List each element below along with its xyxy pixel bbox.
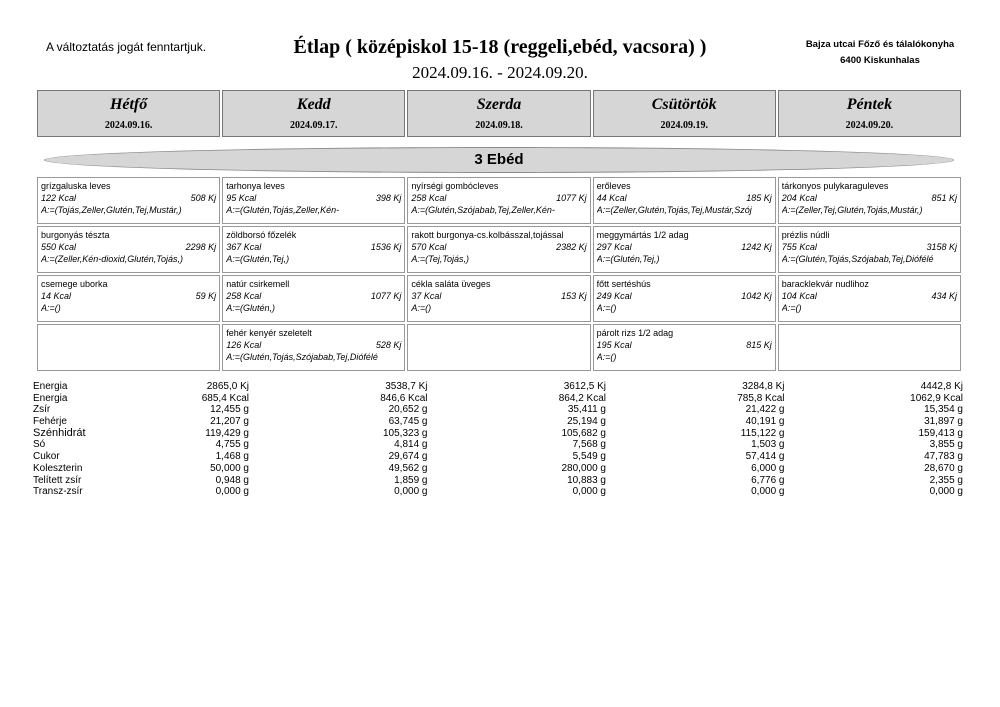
page-title: Étlap ( középiskol 15-18 (reggeli,ebéd, vacsora) ) xyxy=(293,36,707,58)
dish-kcal: 195 Kcal xyxy=(596,340,632,350)
nutrition-value: 3612,5 Kj xyxy=(563,381,606,392)
nutrition-value: 0,000 g xyxy=(751,486,785,498)
nutrition-value: 105,323 g xyxy=(383,427,428,439)
dish-allergens: A:=(Tej,Tojás,) xyxy=(411,254,470,264)
day-name: Kedd xyxy=(296,96,331,113)
nutrition-value: 785,8 Kcal xyxy=(737,392,785,404)
dish-kcal: 550 Kcal xyxy=(41,242,77,252)
nutrition-value: 40,191 g xyxy=(745,416,785,428)
menu-item-cell xyxy=(222,275,405,322)
dish-kcal: 95 Kcal xyxy=(226,193,257,203)
menu-item-cell xyxy=(593,275,776,322)
dish-kcal: 249 Kcal xyxy=(596,291,632,301)
dish-kcal: 122 Kcal xyxy=(41,193,77,203)
nutrition-row xyxy=(33,486,963,498)
menu-item-cell xyxy=(593,324,776,371)
day-date: 2024.09.18. xyxy=(475,120,523,131)
nutrition-value: 3,855 g xyxy=(929,439,963,451)
menu-item-cell xyxy=(222,324,405,371)
dish-kcal: 755 Kcal xyxy=(781,242,817,252)
dish-kj: 434 Kj xyxy=(931,291,957,301)
dish-kcal: 126 Kcal xyxy=(226,340,262,350)
nutrition-value: 49,562 g xyxy=(388,462,428,474)
nutrition-label: Cukor xyxy=(33,451,60,463)
day-header-row xyxy=(37,90,961,137)
dish-name: baracklekvár nudlihoz xyxy=(781,279,869,289)
dish-kj: 398 Kj xyxy=(375,193,402,203)
meal-title-bar: 3 Ebéd xyxy=(44,147,954,173)
day-date: 2024.09.16. xyxy=(104,120,153,131)
dish-kcal: 258 Kcal xyxy=(226,291,262,301)
nutrition-value: 0,000 g xyxy=(394,486,428,498)
day-name: Szerda xyxy=(476,96,522,113)
dish-allergens: A:=(Zeller,Kén-dioxid,Glutén,Tojás,) xyxy=(41,254,183,264)
dish-allergens: A:=(Zeller,Tej,Glutén,Tojás,Mustár,) xyxy=(781,205,923,215)
menu-item-cell xyxy=(778,226,961,273)
dish-name: meggymártás 1/2 adag xyxy=(596,230,689,240)
nutrition-row xyxy=(33,463,963,475)
nutrition-value: 15,354 g xyxy=(924,404,963,416)
day-name: Hétfő xyxy=(109,96,148,113)
nutrition-value: 50,000 g xyxy=(210,462,249,474)
nutrition-row xyxy=(33,475,963,487)
nutrition-label: Energia xyxy=(33,381,68,392)
nutrition-value: 57,414 g xyxy=(745,451,785,463)
dish-kcal: 367 Kcal xyxy=(226,242,262,252)
dish-kcal: 297 Kcal xyxy=(596,242,632,252)
empty-cell xyxy=(778,324,961,371)
dish-allergens: A:=() xyxy=(411,303,432,313)
nutrition-value: 4,755 g xyxy=(215,439,249,451)
dish-kcal: 570 Kcal xyxy=(411,242,447,252)
dish-kj: 185 Kj xyxy=(746,193,772,203)
menu-item-cell xyxy=(407,226,590,273)
nutrition-value: 1,859 g xyxy=(394,474,428,486)
nutrition-value: 2,355 g xyxy=(929,474,963,486)
nutrition-value: 1,503 g xyxy=(751,439,785,451)
menu-item-cell xyxy=(778,177,961,224)
nutrition-row xyxy=(33,439,963,451)
nutrition-row xyxy=(33,393,963,405)
menu-item-cell xyxy=(593,177,776,224)
nutrition-value: 846,6 Kcal xyxy=(380,392,428,404)
day-header xyxy=(222,90,405,137)
nutrition-label: Fehérje xyxy=(33,416,67,428)
dish-name: grízgaluska leves xyxy=(41,181,111,191)
dish-kj: 508 Kj xyxy=(190,193,217,203)
nutrition-row xyxy=(33,451,963,463)
menu-item-cell xyxy=(222,226,405,273)
nutrition-value: 115,122 g xyxy=(740,427,785,439)
nutrition-value: 0,948 g xyxy=(215,474,249,486)
nutrition-value: 105,682 g xyxy=(561,427,606,439)
dish-name: zöldborsó főzelék xyxy=(226,230,297,240)
dish-allergens: A:=(Glutén,Tej,) xyxy=(226,254,290,264)
nutrition-value: 3538,7 Kj xyxy=(385,381,428,392)
dish-kj: 851 Kj xyxy=(931,193,957,203)
dish-name: fehér kenyér szeletelt xyxy=(226,328,312,338)
dish-allergens: A:=(Glutén,Tojás,Zeller,Kén- xyxy=(226,205,340,215)
day-date: 2024.09.17. xyxy=(290,120,338,131)
nutrition-value: 20,652 g xyxy=(388,404,428,416)
nutrition-value: 21,422 g xyxy=(745,404,785,416)
day-date: 2024.09.20. xyxy=(845,120,894,131)
empty-cell xyxy=(37,324,220,371)
menu-item-cell xyxy=(778,275,961,322)
nutrition-value: 159,413 g xyxy=(918,427,963,439)
nutrition-value: 5,549 g xyxy=(572,451,606,463)
day-name: Csütörtök xyxy=(651,96,717,113)
kitchen-address: 6400 Kiskunhalas xyxy=(840,55,920,66)
dish-kcal: 104 Kcal xyxy=(781,291,817,301)
nutrition-value: 63,745 g xyxy=(388,416,428,428)
dish-allergens: A:=(Tojás,Zeller,Glutén,Tej,Mustár,) xyxy=(41,205,182,215)
nutrition-value: 29,674 g xyxy=(388,451,428,463)
nutrition-label: Szénhidrát xyxy=(33,426,86,439)
dish-name: főtt sertéshús xyxy=(596,279,651,289)
dish-name: burgonyás tészta xyxy=(41,230,110,240)
dish-kj: 1242 Kj xyxy=(741,242,772,252)
nutrition-value: 1062,9 Kcal xyxy=(910,392,963,404)
dish-kj: 815 Kj xyxy=(746,340,772,350)
nutrition-value: 4,814 g xyxy=(394,439,428,451)
dish-kcal: 258 Kcal xyxy=(411,193,447,203)
menu-item-cell xyxy=(37,226,220,273)
dish-name: natúr csirkemell xyxy=(226,279,290,289)
empty-cell xyxy=(407,324,590,371)
dish-name: nyírségi gombócleves xyxy=(411,181,499,191)
nutrition-row xyxy=(33,404,963,416)
nutrition-table xyxy=(33,381,963,498)
nutrition-value: 6,776 g xyxy=(751,474,785,486)
nutrition-value: 0,000 g xyxy=(929,486,963,498)
dish-allergens: A:=() xyxy=(596,303,617,313)
nutrition-value: 35,411 g xyxy=(567,404,606,416)
day-date: 2024.09.19. xyxy=(660,120,708,131)
dish-allergens: A:=() xyxy=(41,303,61,313)
nutrition-label: Só xyxy=(33,439,46,451)
kitchen-name: Bajza utcai Főző és tálalókonyha xyxy=(805,39,955,50)
kitchen-info xyxy=(770,37,990,69)
nutrition-value: 47,783 g xyxy=(924,451,963,463)
nutrition-value: 685,4 Kcal xyxy=(201,392,249,404)
nutrition-value: 7,568 g xyxy=(572,439,606,451)
menu-item-cell xyxy=(37,177,220,224)
day-header xyxy=(37,90,220,137)
nutrition-row xyxy=(33,381,963,393)
day-header xyxy=(407,90,590,137)
dish-kj: 59 Kj xyxy=(195,291,217,301)
dish-allergens: A:=(Glutén,Tojás,Szójabab,Tej,Diófélé xyxy=(226,352,378,362)
nutrition-value: 21,207 g xyxy=(210,416,249,428)
dish-kcal: 37 Kcal xyxy=(411,291,442,301)
day-header xyxy=(778,90,961,137)
dish-allergens: A:=(Glutén,) xyxy=(226,303,275,313)
menu-grid xyxy=(37,177,961,371)
dish-kj: 153 Kj xyxy=(561,291,587,301)
menu-item-cell xyxy=(222,177,405,224)
nutrition-value: 1,468 g xyxy=(215,451,249,463)
dish-kj: 1536 Kj xyxy=(370,242,402,252)
menu-item-cell xyxy=(407,275,590,322)
dish-kcal: 44 Kcal xyxy=(596,193,627,203)
dish-allergens: A:=() xyxy=(781,303,802,313)
nutrition-value: 0,000 g xyxy=(572,486,606,498)
dish-name: párolt rizs 1/2 adag xyxy=(596,328,674,338)
menu-item-cell xyxy=(407,177,590,224)
dish-kcal: 204 Kcal xyxy=(781,193,817,203)
dish-allergens: A:=(Glutén,Tej,) xyxy=(596,254,660,264)
nutrition-row xyxy=(33,416,963,428)
nutrition-row xyxy=(33,428,963,440)
dish-kj: 3158 Kj xyxy=(926,242,957,252)
dish-allergens: A:=(Glutén,Szójabab,Tej,Zeller,Kén- xyxy=(411,205,555,215)
dish-kj: 1077 Kj xyxy=(370,291,402,301)
dish-allergens: A:=(Zeller,Glutén,Tojás,Tej,Mustár,Szój xyxy=(596,205,752,215)
nutrition-value: 10,883 g xyxy=(567,474,606,486)
dish-kj: 528 Kj xyxy=(375,340,402,350)
dish-kcal: 14 Kcal xyxy=(41,291,72,301)
nutrition-label: Transz-zsír xyxy=(33,486,83,498)
nutrition-label: Energia xyxy=(33,392,68,404)
nutrition-label: Zsír xyxy=(33,404,51,416)
day-header xyxy=(593,90,776,137)
dish-allergens: A:=(Glutén,Tojás,Szójabab,Tej,Diófélé xyxy=(781,254,934,264)
nutrition-label: Telített zsír xyxy=(33,474,82,486)
dish-kj: 2298 Kj xyxy=(185,242,217,252)
dish-kj: 1077 Kj xyxy=(556,193,587,203)
dish-name: prézlis núdli xyxy=(781,230,830,240)
nutrition-value: 864,2 Kcal xyxy=(558,392,606,404)
nutrition-value: 280,000 g xyxy=(561,462,606,474)
nutrition-value: 28,670 g xyxy=(924,462,963,474)
nutrition-value: 0,000 g xyxy=(215,486,249,498)
menu-item-cell xyxy=(37,275,220,322)
menu-item-cell xyxy=(593,226,776,273)
date-period: 2024.09.16. - 2024.09.20. xyxy=(412,63,588,82)
day-name: Péntek xyxy=(846,96,893,113)
nutrition-value: 12,455 g xyxy=(210,404,249,416)
dish-name: rakott burgonya-cs.kolbásszal,tojással xyxy=(411,230,564,240)
dish-allergens: A:=() xyxy=(596,352,617,362)
dish-kj: 2382 Kj xyxy=(556,242,587,252)
nutrition-value: 25,194 g xyxy=(567,416,606,428)
dish-name: csemege uborka xyxy=(41,279,108,289)
dish-name: cékla saláta üveges xyxy=(411,279,491,289)
nutrition-label: Koleszterin xyxy=(33,462,83,474)
dish-name: tarhonya leves xyxy=(226,181,285,191)
dish-name: tárkonyos pulykaraguleves xyxy=(781,181,889,191)
disclaimer-note: A változtatás jogát fenntartjuk. xyxy=(46,40,207,54)
nutrition-value: 4442,8 Kj xyxy=(920,381,963,392)
nutrition-value: 3284,8 Kj xyxy=(742,381,785,392)
dish-name: erőleves xyxy=(596,181,631,191)
nutrition-value: 6,000 g xyxy=(751,462,785,474)
nutrition-value: 31,897 g xyxy=(924,416,963,428)
nutrition-value: 119,429 g xyxy=(205,427,249,439)
nutrition-value: 2865,0 Kj xyxy=(206,381,249,392)
dish-kj: 1042 Kj xyxy=(741,291,772,301)
